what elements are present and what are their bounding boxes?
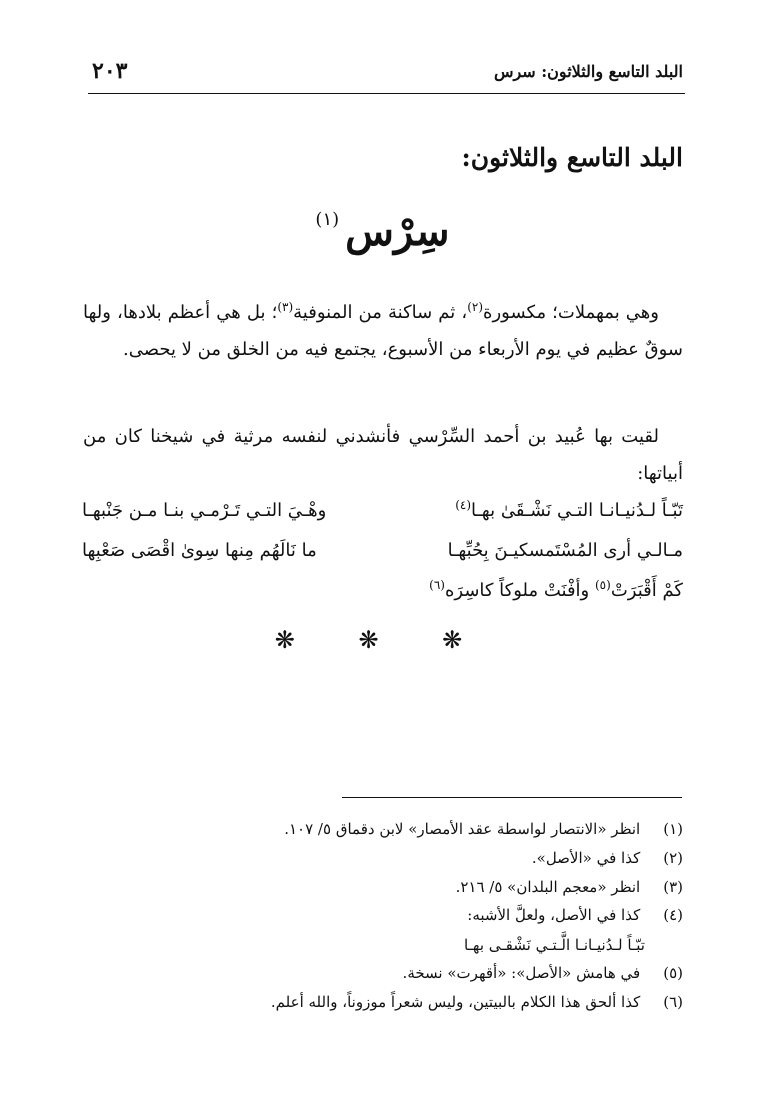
footnote-ref: (٥) bbox=[594, 578, 611, 592]
footnote bbox=[82, 993, 683, 1017]
place-title bbox=[0, 208, 765, 255]
footnote-number: (٣) bbox=[663, 878, 683, 896]
verse-first-hemistich: مـالـي أرى المُسْتَمسكيـنَ بِحُبِّهـا bbox=[447, 540, 683, 561]
header-rule bbox=[88, 93, 685, 94]
paragraph-text: ، ثم ساكنة من المنوفية bbox=[293, 302, 468, 323]
paragraph-text: ؛ بل هي أعظم بلادها، ولها سوقٌ عظيم في يوم الأربعاء من الأسبوع، يجتمع فيه من الخلق من لا يحصى. bbox=[83, 302, 683, 360]
verse-first-hemistich: تَبّـاً لـدُنيـانـا التـي نَشْـقَىٰ بهـا$^{(٤)}$ bbox=[455, 498, 683, 521]
section-separator: ❋ ❋ ❋ bbox=[274, 626, 491, 654]
footnote-text: كذا في «الأصل». bbox=[531, 849, 641, 867]
footnote bbox=[82, 878, 683, 902]
verse-second-hemistich: وهْـيَ التـي تَـرْمـي بنـا مـن جَنْبهـا bbox=[82, 500, 327, 521]
paragraph-description bbox=[83, 294, 683, 368]
footnote-text: انظر «معجم البلدان» ٥/ ٢١٦. bbox=[455, 878, 641, 896]
footnote bbox=[82, 964, 683, 988]
footnote-text: كذا ألحق هذا الكلام بالبيتين، وليس شعراً موزوناً، والله أعلم. bbox=[270, 993, 641, 1011]
footnote-number: (٢) bbox=[663, 849, 683, 867]
verse-first-hemistich: كَمْ أَقْبَرَتْ$^{(٥)}$ وأفْنَتْ ملوكاً كاسِرَه$^{(٦)}$ bbox=[429, 578, 683, 601]
section-heading: البلد التاسع والثلاثون: bbox=[461, 143, 683, 172]
place-name: سِرْس bbox=[345, 208, 450, 255]
footnote-text: في هامش «الأصل»: «أقهرت» نسخة. bbox=[402, 964, 641, 982]
footnote-ref: (٣) bbox=[277, 300, 294, 314]
verse-line bbox=[82, 540, 683, 578]
verse-line bbox=[82, 580, 683, 618]
footnote bbox=[82, 906, 683, 930]
verse-second-hemistich: ما نَالَهُم مِنها سِوىٰ اقْصَى صَعْبِها bbox=[82, 540, 317, 561]
verse-line bbox=[82, 500, 683, 538]
footnote-text: انظر «الانتصار لواسطة عقد الأمصار» لابن دقماق ٥/ ١٠٧. bbox=[284, 820, 641, 838]
running-header-title: البلد التاسع والثلاثون: سرس bbox=[493, 62, 683, 81]
paragraph-text: وهي بمهملات؛ مكسورة bbox=[483, 302, 659, 323]
footnote-text: كذا في الأصل، ولعلَّ الأشبه: bbox=[467, 906, 641, 924]
footnote-number: (٤) bbox=[663, 906, 683, 924]
footnote bbox=[82, 849, 683, 873]
footnote-rule bbox=[342, 797, 682, 798]
footnote-verse: تبّـاً لـدُنيـانـا الَّـتـي نَشْقـى بهـا bbox=[463, 936, 645, 954]
paragraph-meeting: لقيت بها عُبيد بن أحمد السِّرْسي فأنشدني لنفسه مرثية في شيخنا كان من أبياتها: bbox=[83, 426, 683, 484]
footnote-number: (٥) bbox=[663, 964, 683, 982]
footnote-number: (١) bbox=[663, 820, 683, 838]
footnote-ref: (٤) bbox=[455, 498, 472, 512]
footnote-ref: (٢) bbox=[467, 300, 484, 314]
footnote-number: (٦) bbox=[663, 993, 683, 1011]
footnote-ref: (٦) bbox=[429, 578, 445, 592]
footnote bbox=[82, 820, 683, 844]
place-footnote-ref: (١) bbox=[315, 209, 340, 230]
page-number: ٢٠٣ bbox=[92, 58, 128, 84]
